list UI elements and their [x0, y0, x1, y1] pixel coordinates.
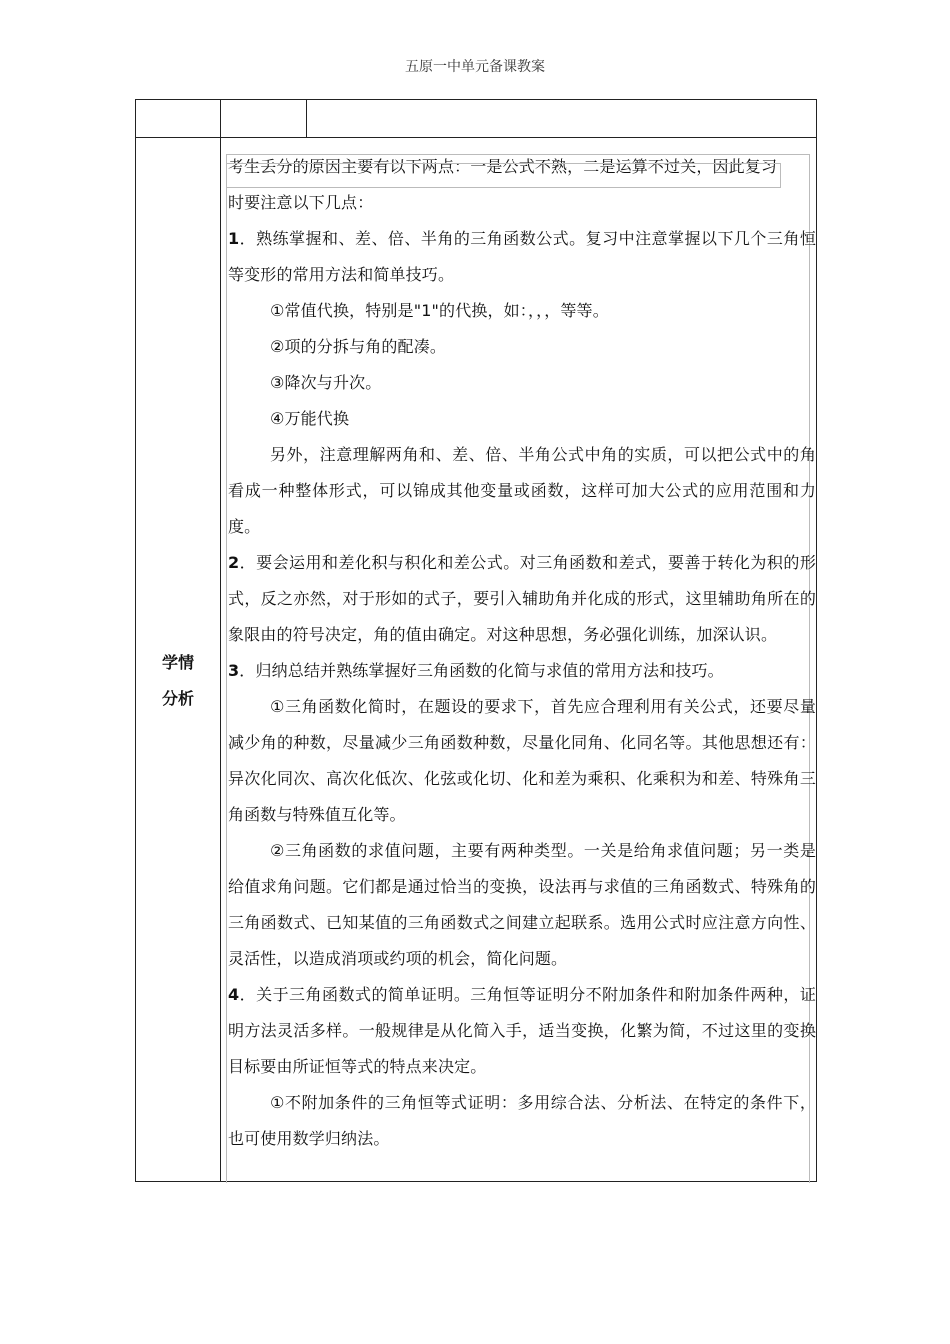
- analysis-paragraph: [228, 149, 816, 185]
- analysis-paragraph: [228, 437, 816, 545]
- analysis-row: [136, 138, 816, 1181]
- analysis-paragraph: [228, 329, 816, 365]
- page-header: 五原一中单元备课教案: [405, 59, 545, 75]
- paragraph-text: ．归纳总结并熟练掌握好三角函数的化简与求值的常用方法和技巧。: [239, 661, 724, 680]
- analysis-paragraph: [228, 185, 816, 221]
- analysis-paragraph: [228, 365, 816, 401]
- analysis-paragraph: [228, 1085, 816, 1157]
- analysis-paragraph: [228, 653, 816, 689]
- item-number: 2: [228, 553, 240, 572]
- item-number: 3: [228, 661, 240, 680]
- analysis-paragraph: [228, 401, 816, 437]
- analysis-paragraph: [228, 221, 816, 293]
- paragraph-text: ①三角函数化简时，在题设的要求下，首先应合理利用有关公式，还要尽量减少角的种数，尽量减少三角函数种数，尽量化同角、化同名等。其他思想还有：异次化同次、高次化低次、化弦或化切、化和差为乘积、化乘积为和差、特殊角三角函数与特殊值互化等。: [228, 697, 816, 824]
- row-label-line: 学情: [161, 652, 194, 672]
- analysis-content: [228, 149, 816, 1157]
- paragraph-text: 时要注意以下几点：: [228, 193, 374, 212]
- table-header-row: [136, 100, 816, 138]
- paragraph-text: ①不附加条件的三角恒等式证明：多用综合法、分析法、在特定的条件下，也可使用数学归纳法。: [228, 1093, 816, 1148]
- paragraph-text: ．熟练掌握和、差、倍、半角的三角函数公式。复习中注意掌握以下几个三角恒等变形的常用方法和简单技巧。: [228, 229, 816, 284]
- column-divider: [306, 100, 307, 137]
- paragraph-text: 另外，注意理解两角和、差、倍、半角公式中角的实质，可以把公式中的角看成一种整体形式，可以锦成其他变量或函数，这样可加大公式的应用范围和力度。: [228, 445, 816, 536]
- column-divider: [220, 138, 221, 1181]
- analysis-paragraph: [228, 293, 816, 329]
- analysis-paragraph: [228, 545, 816, 653]
- row-label: [136, 138, 220, 1181]
- paragraph-text: ④万能代换: [270, 409, 350, 428]
- item-number: 4: [228, 985, 240, 1004]
- item-number: 1: [228, 229, 240, 248]
- paragraph-text: ．关于三角函数式的简单证明。三角恒等证明分不附加条件和附加条件两种，证明方法灵活多样。一般规律是从化简入手，适当变换，化繁为简，不过这里的变换目标要由所证恒等式的特点来决定。: [228, 985, 816, 1076]
- row-label-line: 分析: [161, 688, 194, 708]
- analysis-paragraph: [228, 833, 816, 977]
- paragraph-text: ．要会运用和差化积与积化和差公式。对三角函数和差式，要善于转化为积的形式，反之亦然，对于形如的式子，要引入辅助角并化成的形式，这里辅助角所在的象限由的符号决定，角的值由确定。对这种思想，务必强化训练，加深认识。: [228, 553, 816, 644]
- paragraph-text: ①常值代换，特别是"1"的代换，如：，，，等等。: [270, 301, 609, 320]
- paragraph-text: ②项的分拆与角的配凑。: [270, 337, 446, 356]
- paragraph-text: ②三角函数的求值问题，主要有两种类型。一关是给角求值问题；另一类是给值求角问题。它们都是通过恰当的变换，设法再与求值的三角函数式、特殊角的三角函数式、已知某值的三角函数式之间建立起联系。选用公式时应注意方向性、灵活性，以造成消项或约项的机会，简化问题。: [228, 841, 816, 968]
- lead-text: 考生丢分的原因主要有以下两点：一是公式不熟，二是运算不过关，因此复习: [228, 157, 778, 176]
- analysis-paragraph: [228, 689, 816, 833]
- column-divider: [220, 100, 221, 137]
- paragraph-text: ③降次与升次。: [270, 373, 382, 392]
- lesson-plan-table: [135, 99, 817, 1182]
- analysis-paragraph: [228, 977, 816, 1085]
